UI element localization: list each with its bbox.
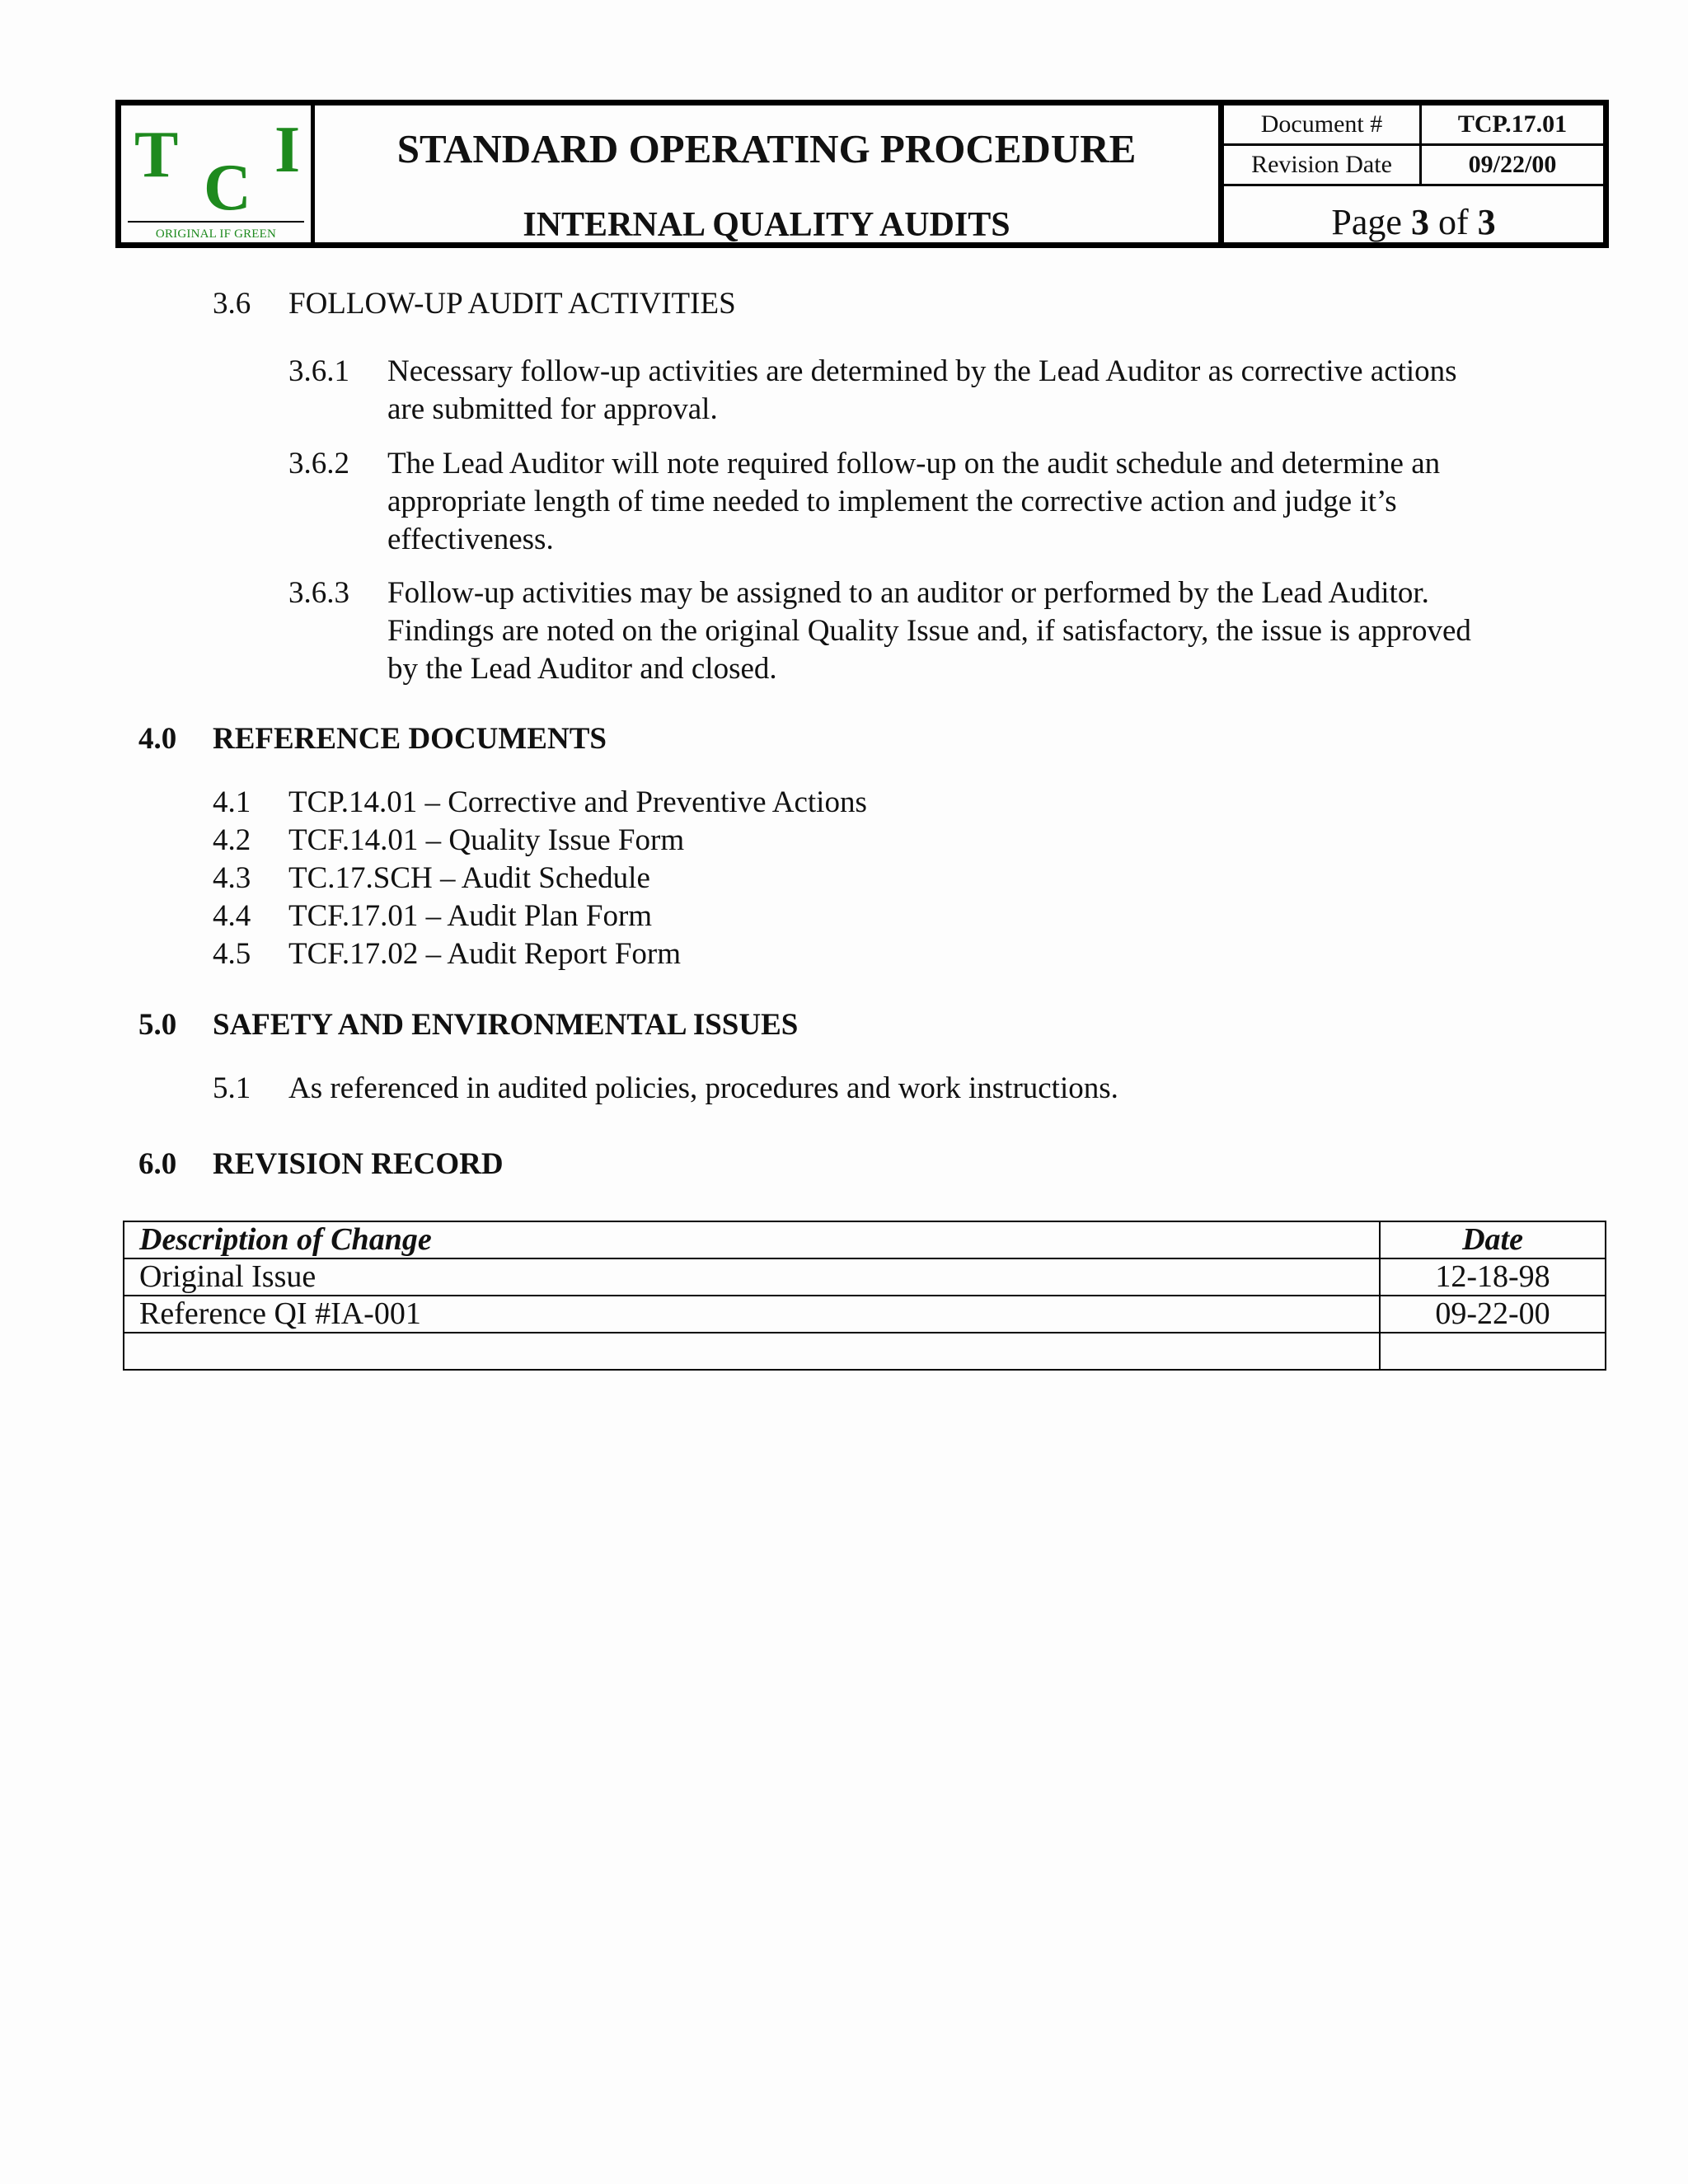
page-total: 3 xyxy=(1477,202,1496,242)
column-header-description: Description of Change xyxy=(124,1221,1380,1258)
item-3-6-3-line-2: Findings are noted on the original Quality Issue and, if satisfactory, the issue is approved xyxy=(387,614,1471,648)
ref-item-4-1-text: TCP.14.01 – Corrective and Preventive Actions xyxy=(288,785,867,819)
section-6-number: 6.0 xyxy=(138,1147,177,1181)
ref-item-4-2-text: TCF.14.01 – Quality Issue Form xyxy=(288,823,685,857)
meta-row-revision xyxy=(1224,145,1603,185)
item-3-6-1-number: 3.6.1 xyxy=(288,354,349,388)
section-5-number: 5.0 xyxy=(138,1008,177,1042)
table-row xyxy=(124,1258,1606,1296)
logo-letter-i: I xyxy=(274,114,301,186)
section-4-number: 4.0 xyxy=(138,722,177,756)
section-3-6-heading: FOLLOW-UP AUDIT ACTIVITIES xyxy=(288,287,736,321)
item-3-6-3-line-1: Follow-up activities may be assigned to an auditor or performed by the Lead Auditor. xyxy=(387,576,1429,610)
item-3-6-1-line-2: are submitted for approval. xyxy=(387,392,718,426)
logo-letter-t: T xyxy=(134,119,179,191)
table-row xyxy=(124,1333,1606,1370)
ref-item-4-1-number: 4.1 xyxy=(213,785,251,819)
item-3-6-1-line-1: Necessary follow-up activities are determined by the Lead Auditor as corrective actions xyxy=(387,354,1457,388)
logo-letter-c: C xyxy=(204,152,251,224)
document-number-label: Document # xyxy=(1224,105,1421,145)
revision-date: 09-22-00 xyxy=(1380,1296,1606,1333)
revision-description xyxy=(124,1333,1380,1370)
item-3-6-2-line-1: The Lead Auditor will note required follow-up on the audit schedule and determine an xyxy=(387,447,1441,480)
ref-item-4-3-text: TC.17.SCH – Audit Schedule xyxy=(288,861,650,895)
revision-date-value: 09/22/00 xyxy=(1421,145,1604,185)
item-3-6-2-line-2: appropriate length of time needed to implement the corrective action and judge it’s xyxy=(387,485,1397,518)
revision-date-label: Revision Date xyxy=(1224,145,1421,185)
ref-item-4-5-number: 4.5 xyxy=(213,937,251,971)
section-6-heading: REVISION RECORD xyxy=(213,1147,504,1181)
ref-item-4-4-number: 4.4 xyxy=(213,899,251,933)
document-header xyxy=(115,100,1609,248)
item-5-1-number: 5.1 xyxy=(213,1071,251,1105)
section-5-heading: SAFETY AND ENVIRONMENTAL ISSUES xyxy=(213,1008,799,1042)
logo-divider xyxy=(128,221,304,223)
ref-item-4-2-number: 4.2 xyxy=(213,823,251,857)
section-3-6-number: 3.6 xyxy=(213,287,251,321)
page-current: 3 xyxy=(1410,202,1429,242)
document-title: STANDARD OPERATING PROCEDURE xyxy=(396,126,1137,171)
meta-table xyxy=(1224,105,1603,186)
document-meta xyxy=(1224,105,1603,242)
page-of: of xyxy=(1437,202,1469,242)
document-number-value: TCP.17.01 xyxy=(1421,105,1604,145)
meta-row-document xyxy=(1224,105,1603,145)
revision-table-header xyxy=(124,1221,1606,1258)
revision-date xyxy=(1380,1333,1606,1370)
table-row xyxy=(124,1296,1606,1333)
item-3-6-3-number: 3.6.3 xyxy=(288,576,349,610)
item-5-1-text: As referenced in audited policies, procedures and work instructions. xyxy=(288,1071,1118,1105)
title-block xyxy=(315,105,1224,242)
ref-item-4-4-text: TCF.17.01 – Audit Plan Form xyxy=(288,899,653,933)
item-3-6-2-line-3: effectiveness. xyxy=(387,523,554,556)
logo-caption: ORIGINAL IF GREEN xyxy=(155,227,277,241)
section-4-heading: REFERENCE DOCUMENTS xyxy=(213,722,607,756)
column-header-date: Date xyxy=(1380,1221,1606,1258)
item-3-6-3-line-3: by the Lead Auditor and closed. xyxy=(387,652,777,686)
page-prefix: Page xyxy=(1331,202,1402,242)
revision-description: Original Issue xyxy=(124,1258,1380,1296)
company-logo xyxy=(121,105,315,242)
ref-item-4-5-text: TCF.17.02 – Audit Report Form xyxy=(288,937,682,971)
revision-description: Reference QI #IA-001 xyxy=(124,1296,1380,1333)
revision-date: 12-18-98 xyxy=(1380,1258,1606,1296)
document-subtitle: INTERNAL QUALITY AUDITS xyxy=(523,206,1010,244)
ref-item-4-3-number: 4.3 xyxy=(213,861,251,895)
item-3-6-2-number: 3.6.2 xyxy=(288,447,349,480)
page-indicator xyxy=(1224,204,1603,241)
revision-record-table xyxy=(123,1221,1606,1371)
